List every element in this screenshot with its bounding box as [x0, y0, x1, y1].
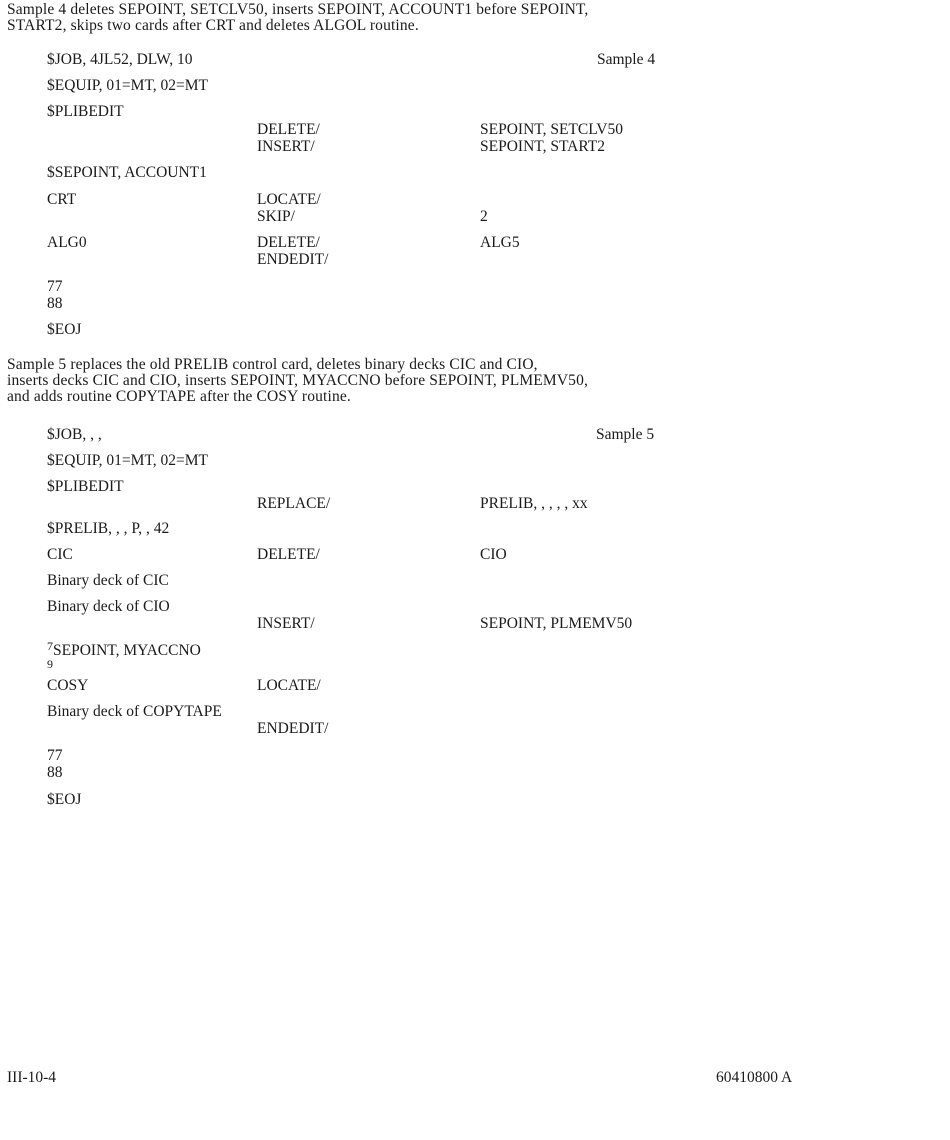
col-directive: INSERT/: [257, 138, 315, 155]
listing-row: [0, 104, 940, 122]
sample4-label: Sample 4: [597, 51, 656, 68]
sample5-intro-line: Sample 5 replaces the old PRELIB control card, deletes binary decks CIC and CIO,: [7, 356, 538, 373]
listing-row: [0, 252, 940, 270]
listing-row: [0, 721, 940, 739]
listing-row: [0, 453, 940, 471]
listing-row: [0, 192, 940, 210]
page-number: III-10-4: [7, 1069, 57, 1086]
sample5-description: [7, 357, 937, 405]
col-label: 77: [47, 278, 63, 295]
multipunch-marker: [47, 639, 53, 671]
col-directive: DELETE/: [257, 234, 320, 251]
listing-row: [0, 599, 940, 617]
col-label: ALG0: [47, 234, 87, 251]
col-label: $SEPOINT, ACCOUNT1: [47, 164, 207, 181]
col-directive: REPLACE/: [257, 495, 331, 512]
col-directive: LOCATE/: [257, 677, 321, 694]
listing-row: [0, 639, 940, 671]
col-label: $EOJ: [47, 791, 82, 808]
col-label: Binary deck of CIC: [47, 572, 169, 589]
col-operand: CIO: [480, 546, 507, 563]
listing-row: [0, 616, 940, 634]
col-label: CIC: [47, 546, 73, 563]
listing-row: [0, 165, 940, 183]
col-label: $JOB, 4JL52, DLW, 10: [47, 51, 193, 68]
sample4-description: [7, 2, 937, 34]
listing-row: [0, 765, 940, 783]
col-label: $EOJ: [47, 321, 82, 338]
listing-row: [0, 496, 940, 514]
col-operand: SEPOINT, START2: [480, 138, 605, 155]
col-directive: SKIP/: [257, 208, 295, 225]
listing-row: [0, 279, 940, 297]
listing-row: [0, 322, 940, 340]
col-directive: ENDEDIT/: [257, 720, 329, 737]
listing-row: [0, 78, 940, 96]
col-label: $PLIBEDIT: [47, 478, 124, 495]
listing-row: [0, 122, 940, 140]
col-directive: ENDEDIT/: [257, 251, 329, 268]
col-label: 88: [47, 295, 63, 312]
col-operand: SEPOINT, SETCLV50: [480, 121, 623, 138]
sample5-intro-line: inserts decks CIC and CIO, inserts SEPOINT, MYACCNO before SEPOINT, PLMEMV50,: [7, 372, 589, 389]
sample4-intro-line: Sample 4 deletes SEPOINT, SETCLV50, inserts SEPOINT, ACCOUNT1 before SEPOINT,: [7, 1, 589, 18]
listing-row: [0, 139, 940, 157]
col-label: 88: [47, 764, 63, 781]
col-directive: DELETE/: [257, 546, 320, 563]
col-label: CRT: [47, 191, 77, 208]
multipunch-bottom: 9: [47, 657, 53, 671]
col-label: $PLIBEDIT: [47, 103, 124, 120]
listing-row: [0, 704, 940, 722]
sample5-intro-line: and adds routine COPYTAPE after the COSY routine.: [7, 388, 351, 405]
listing-row: [0, 792, 940, 810]
col-label: $EQUIP, 01=MT, 02=MT: [47, 77, 209, 94]
listing-row: [0, 427, 940, 445]
col-label: Binary deck of COPYTAPE: [47, 703, 222, 720]
col-operand: PRELIB, , , , , xx: [480, 495, 588, 512]
col-label: $JOB, , ,: [47, 426, 102, 443]
listing-row: [0, 52, 940, 70]
sample4-intro-line: START2, skips two cards after CRT and deletes ALGOL routine.: [7, 17, 419, 34]
col-operand: ALG5: [480, 234, 520, 251]
col-label-text: SEPOINT, MYACCNO: [53, 642, 201, 659]
listing-row: [0, 547, 940, 565]
col-label: COSY: [47, 677, 89, 694]
listing-row: [0, 209, 940, 227]
listing-row: [0, 235, 940, 253]
listing-row: [0, 296, 940, 314]
col-label: $EQUIP, 01=MT, 02=MT: [47, 452, 209, 469]
col-label: 77: [47, 747, 63, 764]
col-label: [47, 639, 201, 671]
listing-row: [0, 573, 940, 591]
sample5-label: Sample 5: [596, 426, 655, 443]
col-operand: 2: [480, 208, 488, 225]
col-operand: SEPOINT, PLMEMV50: [480, 615, 633, 632]
listing-row: [0, 479, 940, 497]
col-directive: INSERT/: [257, 615, 315, 632]
col-directive: DELETE/: [257, 121, 320, 138]
multipunch-top: 7: [47, 639, 53, 653]
listing-row: [0, 521, 940, 539]
document-number: 60410800 A: [716, 1069, 793, 1086]
listing-row: [0, 678, 940, 696]
col-label: $PRELIB, , , P, , 42: [47, 520, 170, 537]
listing-row: [0, 748, 940, 766]
col-directive: LOCATE/: [257, 191, 321, 208]
col-label: Binary deck of CIO: [47, 598, 170, 615]
